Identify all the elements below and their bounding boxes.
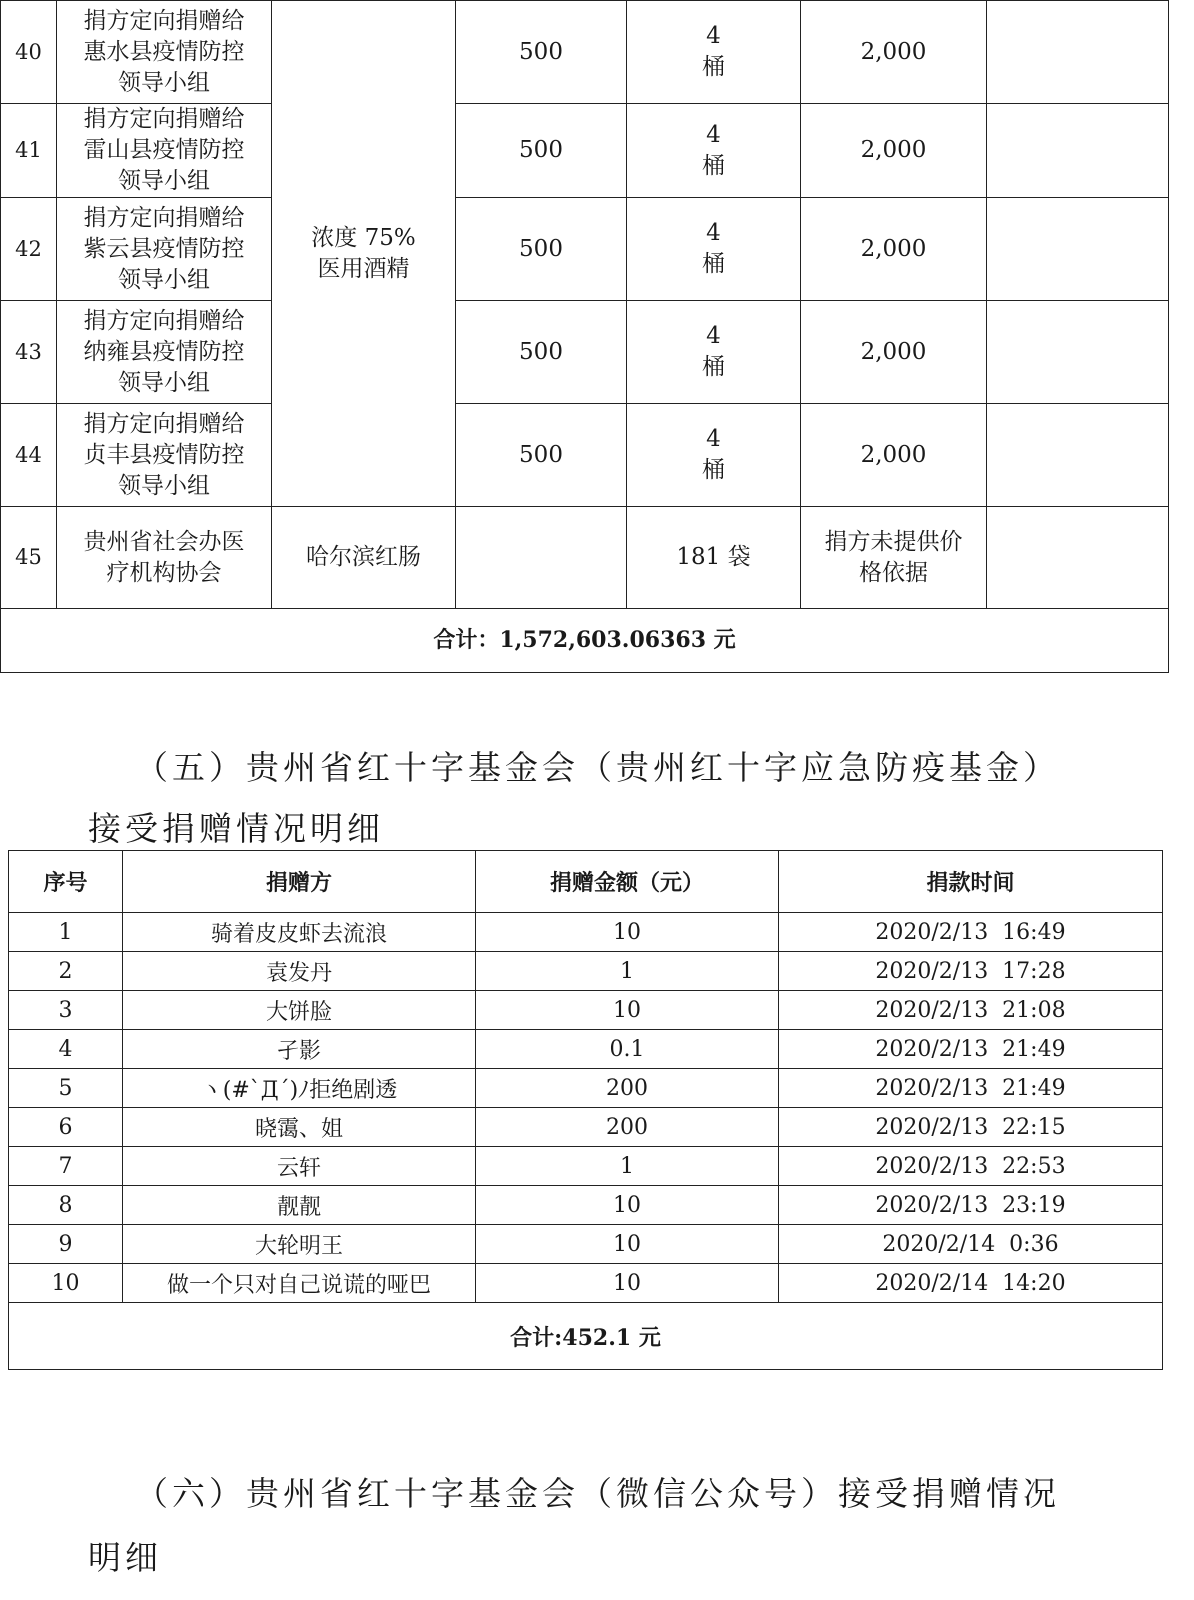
price-cell: 500 xyxy=(456,301,627,404)
amount-cell: 10 xyxy=(476,991,779,1030)
amount-cell: 2,000 xyxy=(801,404,987,507)
note-cell xyxy=(987,104,1169,198)
section6-title: （六）贵州省红十字基金会（微信公众号）接受捐赠情况 xyxy=(135,1474,1060,1513)
price-cell: 500 xyxy=(456,404,627,507)
donation-table-cash xyxy=(8,850,1163,1370)
time-cell: 2020/2/13 21:49 xyxy=(779,1030,1163,1069)
item-name-cell: 哈尔滨红肠 xyxy=(272,507,456,609)
row-index: 5 xyxy=(9,1069,123,1108)
quantity-cell xyxy=(627,1,801,104)
quantity-number: 4 xyxy=(706,426,721,452)
table-row xyxy=(9,1030,1163,1069)
quantity-cell xyxy=(627,198,801,301)
table-row xyxy=(9,1147,1163,1186)
time-cell: 2020/2/13 21:08 xyxy=(779,991,1163,1030)
total-cell: 合计：1,572,603.06363 元 xyxy=(1,609,1169,673)
donor-cell: 大饼脸 xyxy=(123,991,476,1030)
time-cell: 2020/2/13 16:49 xyxy=(779,913,1163,952)
table-row xyxy=(9,952,1163,991)
amount-cell: 2,000 xyxy=(801,1,987,104)
amount-cell: 2,000 xyxy=(801,104,987,198)
header-index: 序号 xyxy=(9,851,123,913)
total-cell: 合计:452.1 元 xyxy=(9,1303,1163,1370)
quantity-number: 4 xyxy=(706,220,721,246)
amount-cell: 200 xyxy=(476,1069,779,1108)
table-row xyxy=(1,198,1169,301)
row-index: 9 xyxy=(9,1225,123,1264)
time-cell: 2020/2/14 0:36 xyxy=(779,1225,1163,1264)
amount-cell: 0.1 xyxy=(476,1030,779,1069)
quantity-unit: 桶 xyxy=(702,457,725,483)
amount-cell: 1 xyxy=(476,952,779,991)
total-row xyxy=(1,609,1169,673)
note-cell xyxy=(987,1,1169,104)
header-row xyxy=(9,851,1163,913)
quantity-number: 4 xyxy=(706,23,721,49)
donor-cell: 骑着皮皮虾去流浪 xyxy=(123,913,476,952)
amount-cell: 200 xyxy=(476,1108,779,1147)
header-amount: 捐赠金额（元） xyxy=(476,851,779,913)
donor-cell: 捐方定向捐赠给贞丰县疫情防控领导小组 xyxy=(57,404,272,507)
quantity-unit: 桶 xyxy=(702,152,725,179)
row-index: 44 xyxy=(1,404,57,507)
section6-subtitle: 明细 xyxy=(88,1538,162,1577)
donor-cell: 捐方定向捐赠给纳雍县疫情防控领导小组 xyxy=(57,301,272,404)
quantity-unit: 桶 xyxy=(702,54,725,80)
header-time: 捐款时间 xyxy=(779,851,1163,913)
amount-cell: 10 xyxy=(476,1225,779,1264)
row-index: 1 xyxy=(9,913,123,952)
time-cell: 2020/2/13 22:15 xyxy=(779,1108,1163,1147)
donor-cell: 袁发丹 xyxy=(123,952,476,991)
quantity-cell xyxy=(627,301,801,404)
time-cell: 2020/2/13 21:49 xyxy=(779,1069,1163,1108)
time-cell: 2020/2/14 14:20 xyxy=(779,1264,1163,1303)
row-index: 42 xyxy=(1,198,57,301)
row-index: 45 xyxy=(1,507,57,609)
row-index: 7 xyxy=(9,1147,123,1186)
note-cell xyxy=(987,404,1169,507)
time-cell: 2020/2/13 22:53 xyxy=(779,1147,1163,1186)
amount-cell: 10 xyxy=(476,913,779,952)
quantity-unit: 桶 xyxy=(702,354,725,380)
table-row xyxy=(9,913,1163,952)
quantity-cell xyxy=(627,404,801,507)
table-row xyxy=(1,507,1169,609)
donor-cell: 大轮明王 xyxy=(123,1225,476,1264)
row-index: 3 xyxy=(9,991,123,1030)
quantity-number: 4 xyxy=(706,323,721,349)
note-cell xyxy=(987,507,1169,609)
table-row xyxy=(1,1,1169,104)
table-row xyxy=(1,104,1169,198)
price-cell: 500 xyxy=(456,198,627,301)
amount-cell: 2,000 xyxy=(801,301,987,404)
quantity-unit: 桶 xyxy=(702,251,725,277)
donor-cell: 做一个只对自己说谎的哑巴 xyxy=(123,1264,476,1303)
amount-cell: 10 xyxy=(476,1186,779,1225)
total-row xyxy=(9,1303,1163,1370)
quantity-cell: 181 袋 xyxy=(627,507,801,609)
row-index: 41 xyxy=(1,104,57,198)
price-cell xyxy=(456,507,627,609)
note-cell xyxy=(987,198,1169,301)
donor-cell: 贵州省社会办医疗机构协会 xyxy=(57,507,272,609)
donor-cell: 靓靓 xyxy=(123,1186,476,1225)
header-donor: 捐赠方 xyxy=(123,851,476,913)
time-cell: 2020/2/13 23:19 xyxy=(779,1186,1163,1225)
section5-title: （五）贵州省红十字基金会（贵州红十字应急防疫基金） xyxy=(135,748,1060,787)
row-index: 40 xyxy=(1,1,57,104)
price-cell: 500 xyxy=(456,104,627,198)
row-index: 10 xyxy=(9,1264,123,1303)
row-index: 2 xyxy=(9,952,123,991)
row-index: 4 xyxy=(9,1030,123,1069)
amount-cell: 10 xyxy=(476,1264,779,1303)
donor-cell: ヽ(#`Д´)ﾉ拒绝剧透 xyxy=(123,1069,476,1108)
table-row xyxy=(9,1264,1163,1303)
table-row xyxy=(9,1225,1163,1264)
donor-cell: 捐方定向捐赠给紫云县疫情防控领导小组 xyxy=(57,198,272,301)
donor-cell: 孑影 xyxy=(123,1030,476,1069)
table-row xyxy=(9,1186,1163,1225)
note-cell xyxy=(987,301,1169,404)
donor-cell: 云轩 xyxy=(123,1147,476,1186)
table-row xyxy=(1,301,1169,404)
table-row xyxy=(9,1069,1163,1108)
section5-subtitle: 接受捐赠情况明细 xyxy=(88,809,384,848)
row-index: 8 xyxy=(9,1186,123,1225)
table-row xyxy=(1,404,1169,507)
time-cell: 2020/2/13 17:28 xyxy=(779,952,1163,991)
price-cell: 500 xyxy=(456,1,627,104)
amount-cell: 1 xyxy=(476,1147,779,1186)
quantity-number: 4 xyxy=(706,121,721,148)
row-index: 6 xyxy=(9,1108,123,1147)
table-row xyxy=(9,1108,1163,1147)
donor-cell: 捐方定向捐赠给惠水县疫情防控领导小组 xyxy=(57,1,272,104)
table-row xyxy=(9,991,1163,1030)
quantity-cell xyxy=(627,104,801,198)
donor-cell: 晓霭、姐 xyxy=(123,1108,476,1147)
item-name-cell: 浓度 75%医用酒精 xyxy=(272,1,456,507)
amount-cell: 捐方未提供价格依据 xyxy=(801,507,987,609)
amount-cell: 2,000 xyxy=(801,198,987,301)
donor-cell: 捐方定向捐赠给雷山县疫情防控领导小组 xyxy=(57,104,272,198)
donation-table-materials xyxy=(0,0,1169,673)
row-index: 43 xyxy=(1,301,57,404)
